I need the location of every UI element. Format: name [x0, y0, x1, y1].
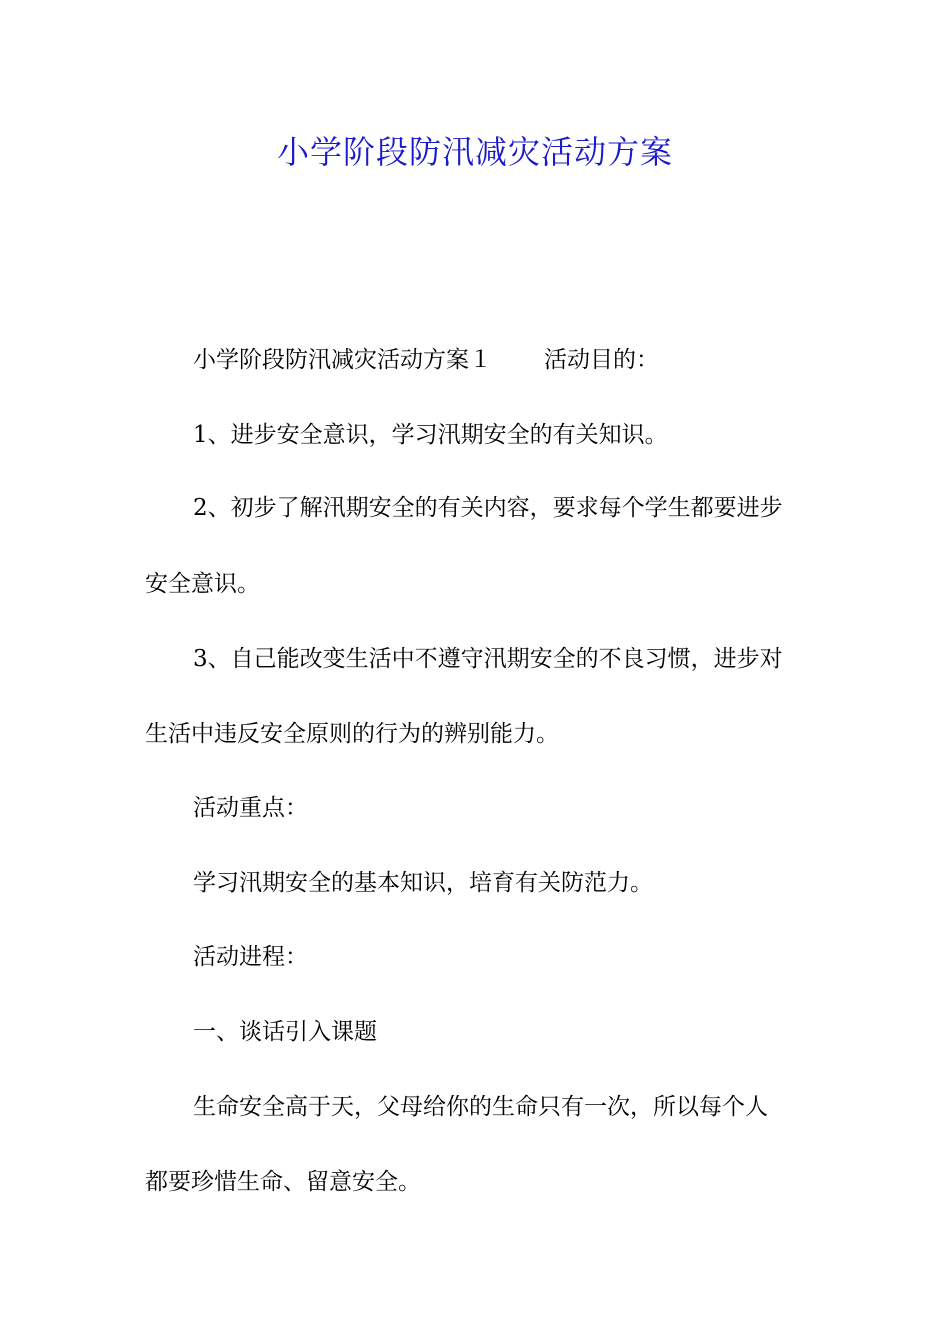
objective-2-line-2: 安全意识。	[145, 571, 260, 597]
objective-3-line-2: 生活中违反安全原则的行为的辨别能力。	[145, 721, 559, 747]
key-points-heading: 活动重点：	[193, 795, 308, 821]
section-one-text-line-1: 生命安全高于天，父母给你的生命只有一次，所以每个人	[193, 1094, 768, 1120]
plan-heading: 小学阶段防汛减灾活动方案１	[193, 347, 492, 373]
section-one-heading: 一、谈话引入课题	[193, 1019, 377, 1045]
process-heading: 活动进程：	[193, 944, 308, 970]
objective-1: 1、进步安全意识，学习汛期安全的有关知识。	[193, 422, 668, 448]
objective-2-line-1: 2、初步了解汛期安全的有关内容，要求每个学生都要进步	[193, 495, 783, 521]
paragraph-heading-1	[193, 345, 659, 375]
objectives-heading: 活动目的：	[544, 347, 659, 373]
key-points-text: 学习汛期安全的基本知识，培育有关防范力。	[193, 870, 653, 896]
objective-3-line-1: 3、自己能改变生活中不遵守汛期安全的不良习惯，进步对	[193, 646, 783, 672]
section-one-text-line-2: 都要珍惜生命、留意安全。	[145, 1169, 421, 1195]
document-title: 小学阶段防汛减灾活动方案	[276, 133, 673, 171]
